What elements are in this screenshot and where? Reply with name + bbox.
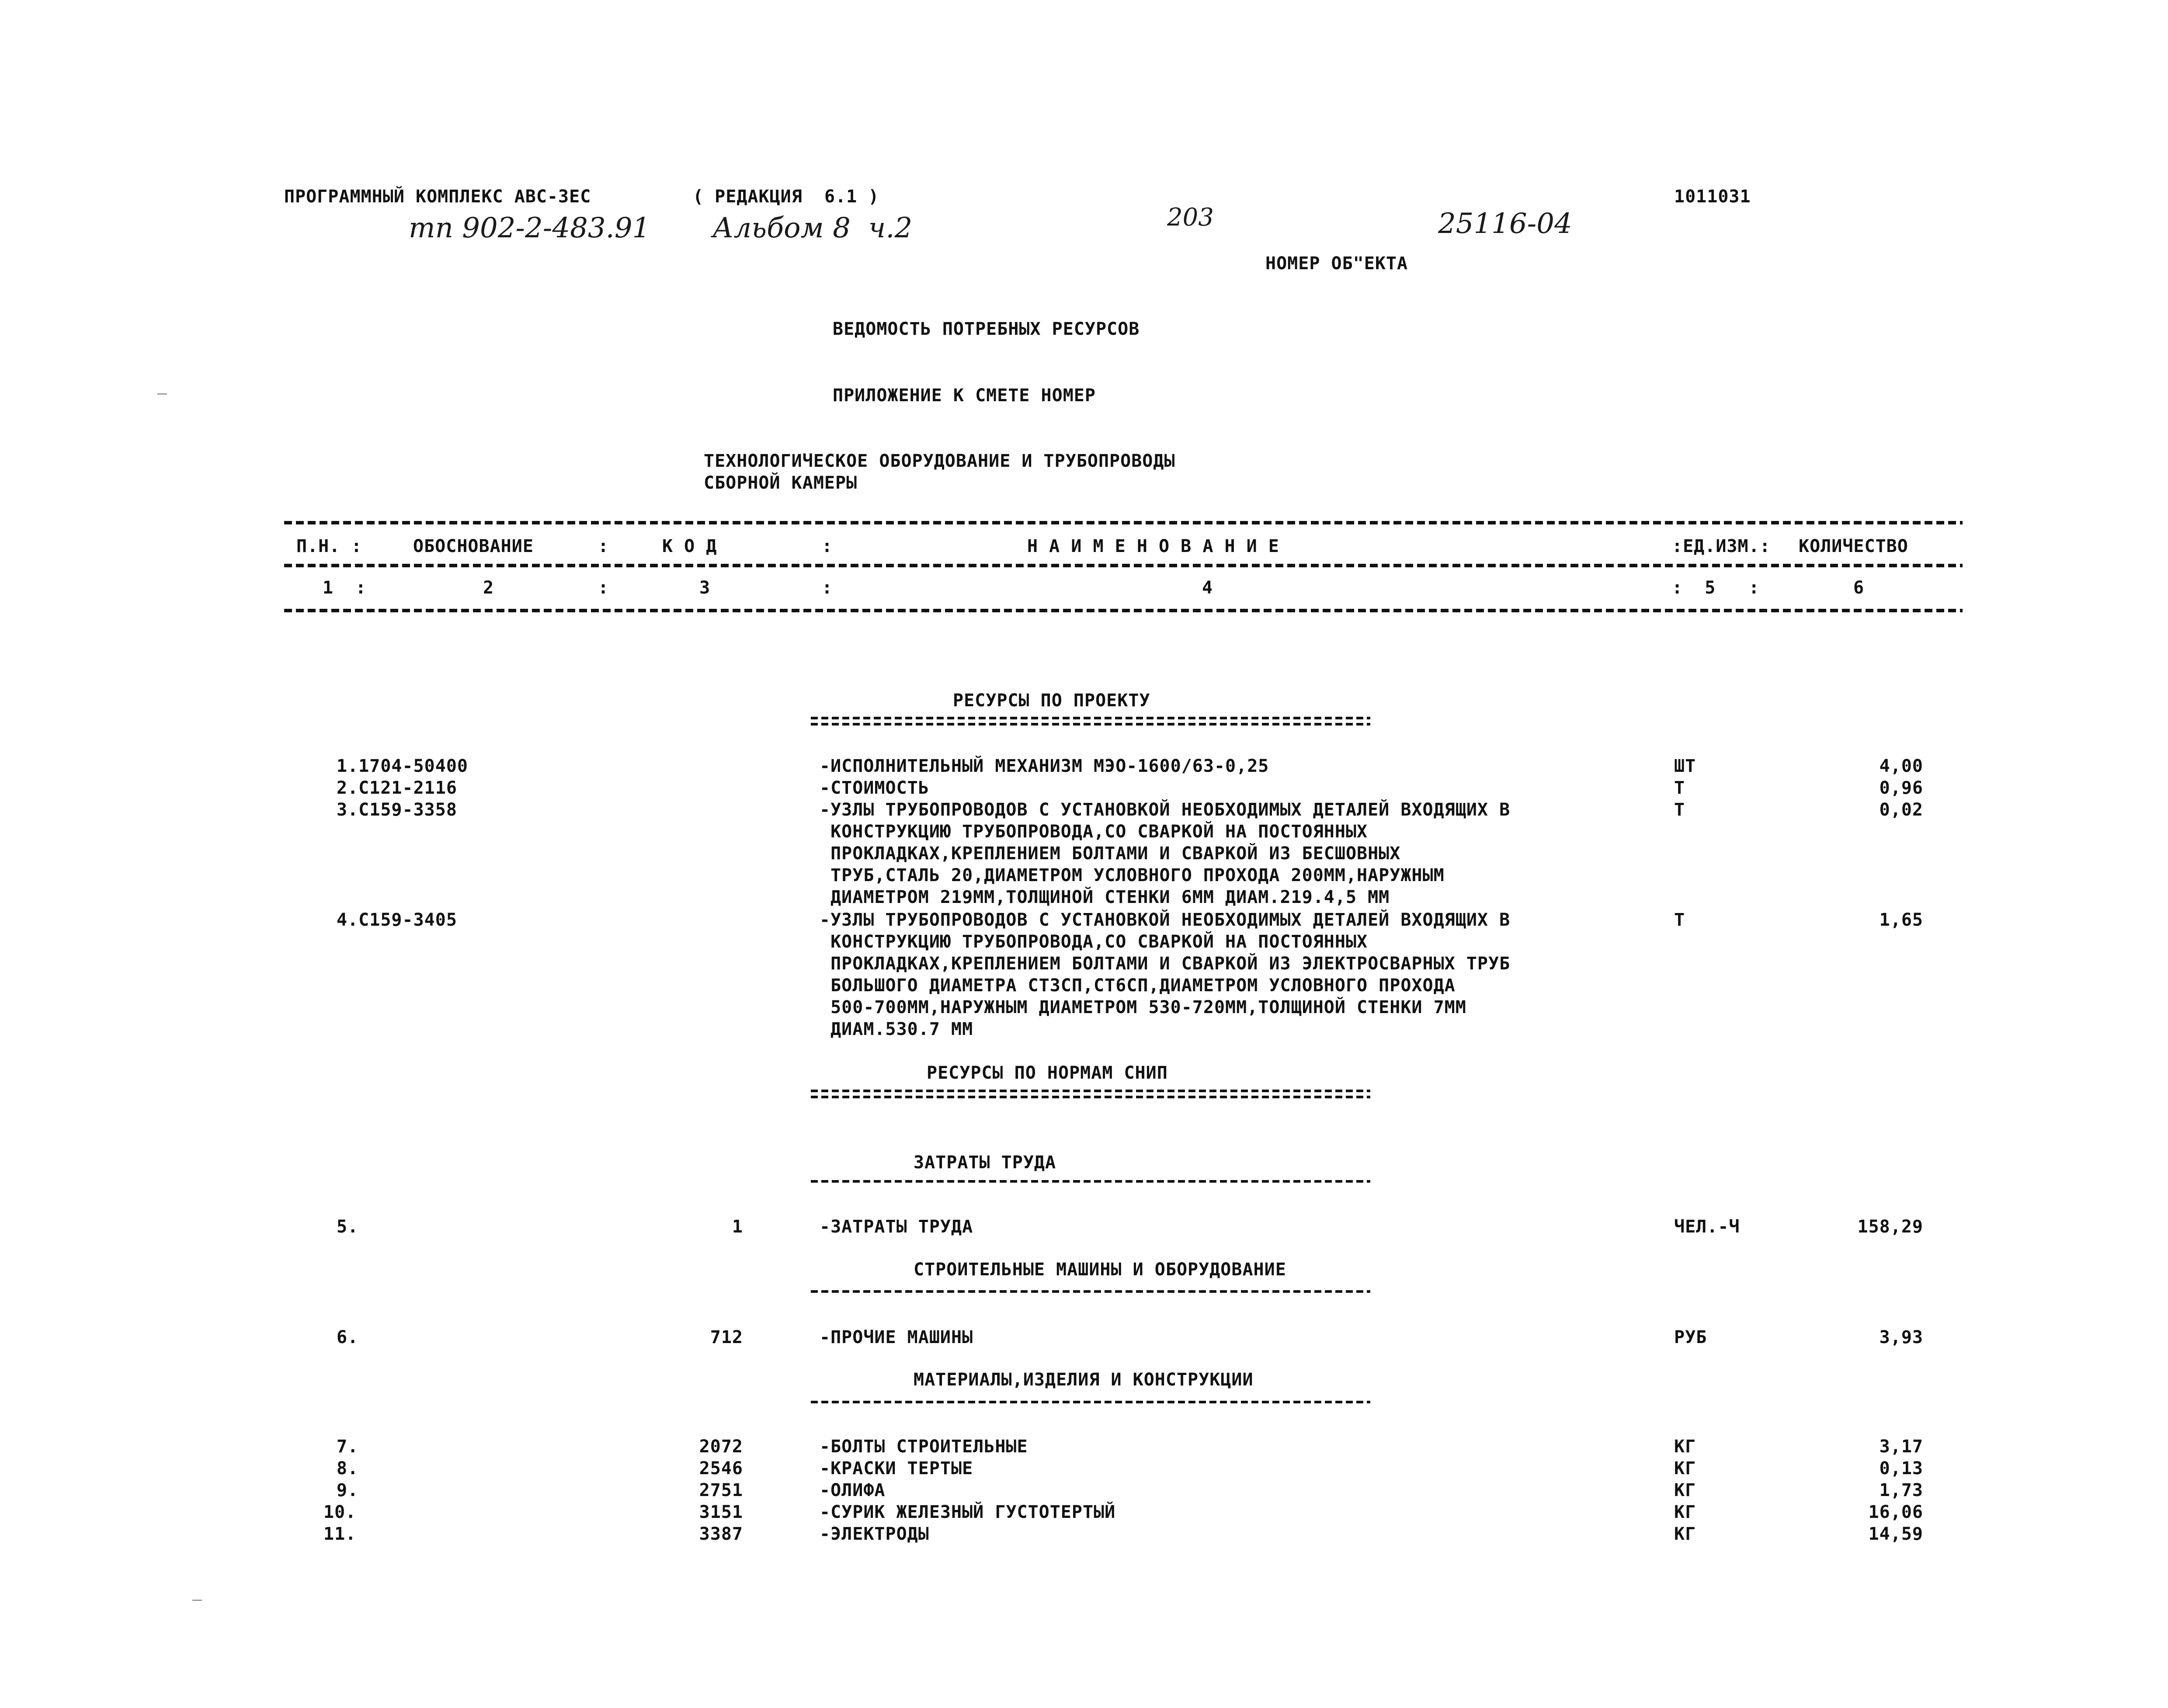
header-separator: :	[598, 536, 609, 556]
row-name: КОНСТРУКЦИЮ ТРУБОПРОВОДА,СО СВАРКОЙ НА ПОСТОЯННЫХ	[820, 932, 1368, 952]
row-name: -ЭЛЕКТРОДЫ	[820, 1524, 929, 1544]
row-position: 11.	[323, 1524, 357, 1544]
row-name: -БОЛТЫ СТРОИТЕЛЬНЫЕ	[820, 1437, 1028, 1457]
row-position: 10.	[323, 1502, 357, 1522]
handwritten-page-number: 203	[1167, 203, 1214, 232]
column-number: 4	[1202, 578, 1213, 598]
row-position: 4.С159-3405	[337, 910, 457, 930]
row-name: ДИАМ.530.7 ММ	[820, 1019, 973, 1039]
section-rule	[811, 1401, 1370, 1403]
document-subtitle: ПРИЛОЖЕНИЕ К СМЕТЕ НОМЕР	[833, 385, 1096, 406]
header-position: П.Н. :	[296, 536, 362, 556]
table-header-bottom-rule	[284, 609, 1963, 612]
column-number: : 5 :	[1672, 578, 1760, 598]
row-unit: Т	[1674, 800, 1685, 820]
handwritten-project-number: тп 902-2-483.91	[409, 212, 650, 244]
row-name: -ОЛИФА	[820, 1480, 886, 1500]
section-title: РЕСУРСЫ ПО НОРМАМ СНИП	[927, 1063, 1168, 1083]
row-unit: КГ	[1674, 1437, 1696, 1457]
row-position: 1.1704-50400	[337, 756, 468, 776]
row-position: 5.	[337, 1217, 359, 1237]
row-position: 9.	[337, 1480, 359, 1500]
row-code: 3387	[699, 1524, 743, 1544]
row-name: ДИАМЕТРОМ 219ММ,ТОЛЩИНОЙ СТЕНКИ 6ММ ДИАМ.219.4,5 ММ	[820, 887, 1390, 907]
section-rule	[811, 1290, 1370, 1293]
column-number: 3	[699, 578, 711, 598]
row-quantity: 0,96	[1879, 778, 1923, 798]
column-number: 2	[483, 578, 494, 598]
edition-label: ( РЕДАКЦИЯ 6.1 )	[693, 187, 879, 207]
header-separator: :	[822, 578, 833, 598]
row-unit: КГ	[1674, 1480, 1696, 1500]
row-unit: КГ	[1674, 1524, 1696, 1544]
row-code: 2072	[699, 1437, 743, 1457]
row-unit: Т	[1674, 778, 1685, 798]
row-code: 3151	[699, 1502, 743, 1522]
row-code: 1	[732, 1217, 743, 1237]
section-title: СТРОИТЕЛЬНЫЕ МАШИНЫ И ОБОРУДОВАНИЕ	[914, 1260, 1286, 1280]
section-rule	[811, 1180, 1370, 1183]
object-number-label: НОМЕР ОБ"ЕКТА	[1265, 253, 1408, 274]
row-position: 7.	[337, 1437, 359, 1457]
row-quantity: 4,00	[1879, 756, 1923, 776]
section-double-rule	[811, 1090, 1370, 1098]
column-number: 6	[1853, 578, 1865, 598]
row-name: -УЗЛЫ ТРУБОПРОВОДОВ С УСТАНОВКОЙ НЕОБХОДИМЫХ ДЕТАЛЕЙ ВХОДЯЩИХ В	[820, 800, 1511, 820]
row-quantity: 0,02	[1879, 800, 1923, 820]
header-justification: ОБОСНОВАНИЕ	[413, 536, 534, 556]
table-top-rule	[284, 521, 1963, 524]
object-name-line-1: ТЕХНОЛОГИЧЕСКОЕ ОБОРУДОВАНИЕ И ТРУБОПРОВОДЫ	[704, 451, 1175, 471]
row-quantity: 1,65	[1879, 910, 1923, 930]
row-name: -СТОИМОСТЬ	[820, 778, 929, 798]
row-name: БОЛЬШОГО ДИАМЕТРА СТ3СП,СТ6СП,ДИАМЕТРОМ УСЛОВНОГО ПРОХОДА	[820, 976, 1456, 996]
scan-mark	[192, 1600, 202, 1601]
handwritten-document-number: 25116-04	[1438, 208, 1572, 240]
row-name: ТРУБ,СТАЛЬ 20,ДИАМЕТРОМ УСЛОВНОГО ПРОХОДА 200ММ,НАРУЖНЫМ	[820, 865, 1445, 885]
column-number: 1 :	[323, 578, 367, 598]
section-double-rule	[811, 717, 1370, 726]
document-title: ВЕДОМОСТЬ ПОТРЕБНЫХ РЕСУРСОВ	[833, 319, 1140, 339]
header-code: К О Д	[662, 536, 717, 556]
row-unit: РУБ	[1674, 1327, 1707, 1347]
row-quantity: 3,17	[1879, 1437, 1923, 1457]
row-quantity: 0,13	[1879, 1458, 1923, 1479]
header-name: Н А И М Е Н О В А Н И Е	[1027, 536, 1279, 556]
row-quantity: 1,73	[1879, 1480, 1923, 1500]
program-name: ПРОГРАММНЫЙ КОМПЛЕКС АВС-3ЕС	[284, 187, 591, 207]
row-name: -УЗЛЫ ТРУБОПРОВОДОВ С УСТАНОВКОЙ НЕОБХОДИМЫХ ДЕТАЛЕЙ ВХОДЯЩИХ В	[820, 910, 1511, 930]
handwritten-album: Альбом 8 ч.2	[712, 212, 913, 244]
row-name: КОНСТРУКЦИЮ ТРУБОПРОВОДА,СО СВАРКОЙ НА ПОСТОЯННЫХ	[820, 822, 1368, 842]
header-separator: :	[822, 536, 833, 556]
row-name: -ИСПОЛНИТЕЛЬНЫЙ МЕХАНИЗМ МЭО-1600/63-0,25	[820, 756, 1269, 776]
row-quantity: 16,06	[1868, 1502, 1923, 1522]
row-position: 3.С159-3358	[337, 800, 457, 820]
row-quantity: 14,59	[1868, 1524, 1923, 1544]
row-name: ПРОКЛАДКАХ,КРЕПЛЕНИЕМ БОЛТАМИ И СВАРКОЙ ИЗ БЕСШОВНЫХ	[820, 844, 1401, 864]
row-unit: КГ	[1674, 1458, 1696, 1479]
row-quantity: 158,29	[1857, 1217, 1923, 1237]
row-name: ПРОКЛАДКАХ,КРЕПЛЕНИЕМ БОЛТАМИ И СВАРКОЙ ИЗ ЭЛЕКТРОСВАРНЫХ ТРУБ	[820, 954, 1511, 974]
object-name-line-2: СБОРНОЙ КАМЕРЫ	[704, 473, 858, 493]
table-header-rule	[284, 564, 1963, 567]
row-unit: КГ	[1674, 1502, 1696, 1522]
row-position: 6.	[337, 1327, 359, 1347]
row-position: 8.	[337, 1458, 359, 1479]
header-unit: :ЕД.ИЗМ.:	[1672, 536, 1771, 556]
section-title: МАТЕРИАЛЫ,ИЗДЕЛИЯ И КОНСТРУКЦИИ	[914, 1370, 1254, 1390]
row-name: -ПРОЧИЕ МАШИНЫ	[820, 1327, 973, 1347]
scan-mark	[157, 393, 167, 395]
row-unit: ШТ	[1674, 756, 1696, 776]
row-name: -КРАСКИ ТЕРТЫЕ	[820, 1458, 973, 1479]
code-number: 1011031	[1674, 187, 1751, 207]
row-position: 2.С121-2116	[337, 778, 457, 798]
row-name: -СУРИК ЖЕЛЕЗНЫЙ ГУСТОТЕРТЫЙ	[820, 1502, 1116, 1522]
row-name: 500-700ММ,НАРУЖНЫМ ДИАМЕТРОМ 530-720ММ,ТОЛЩИНОЙ СТЕНКИ 7ММ	[820, 997, 1466, 1017]
header-separator: :	[598, 578, 609, 598]
row-code: 2751	[699, 1480, 743, 1500]
section-title: РЕСУРСЫ ПО ПРОЕКТУ	[953, 691, 1150, 711]
row-name: -ЗАТРАТЫ ТРУДА	[820, 1217, 973, 1237]
row-unit: Т	[1674, 910, 1685, 930]
row-unit: ЧЕЛ.-Ч	[1674, 1217, 1740, 1237]
row-quantity: 3,93	[1879, 1327, 1923, 1347]
section-title: ЗАТРАТЫ ТРУДА	[914, 1153, 1056, 1173]
header-quantity: КОЛИЧЕСТВО	[1799, 536, 1908, 556]
row-code: 2546	[699, 1458, 743, 1479]
row-code: 712	[710, 1327, 743, 1347]
